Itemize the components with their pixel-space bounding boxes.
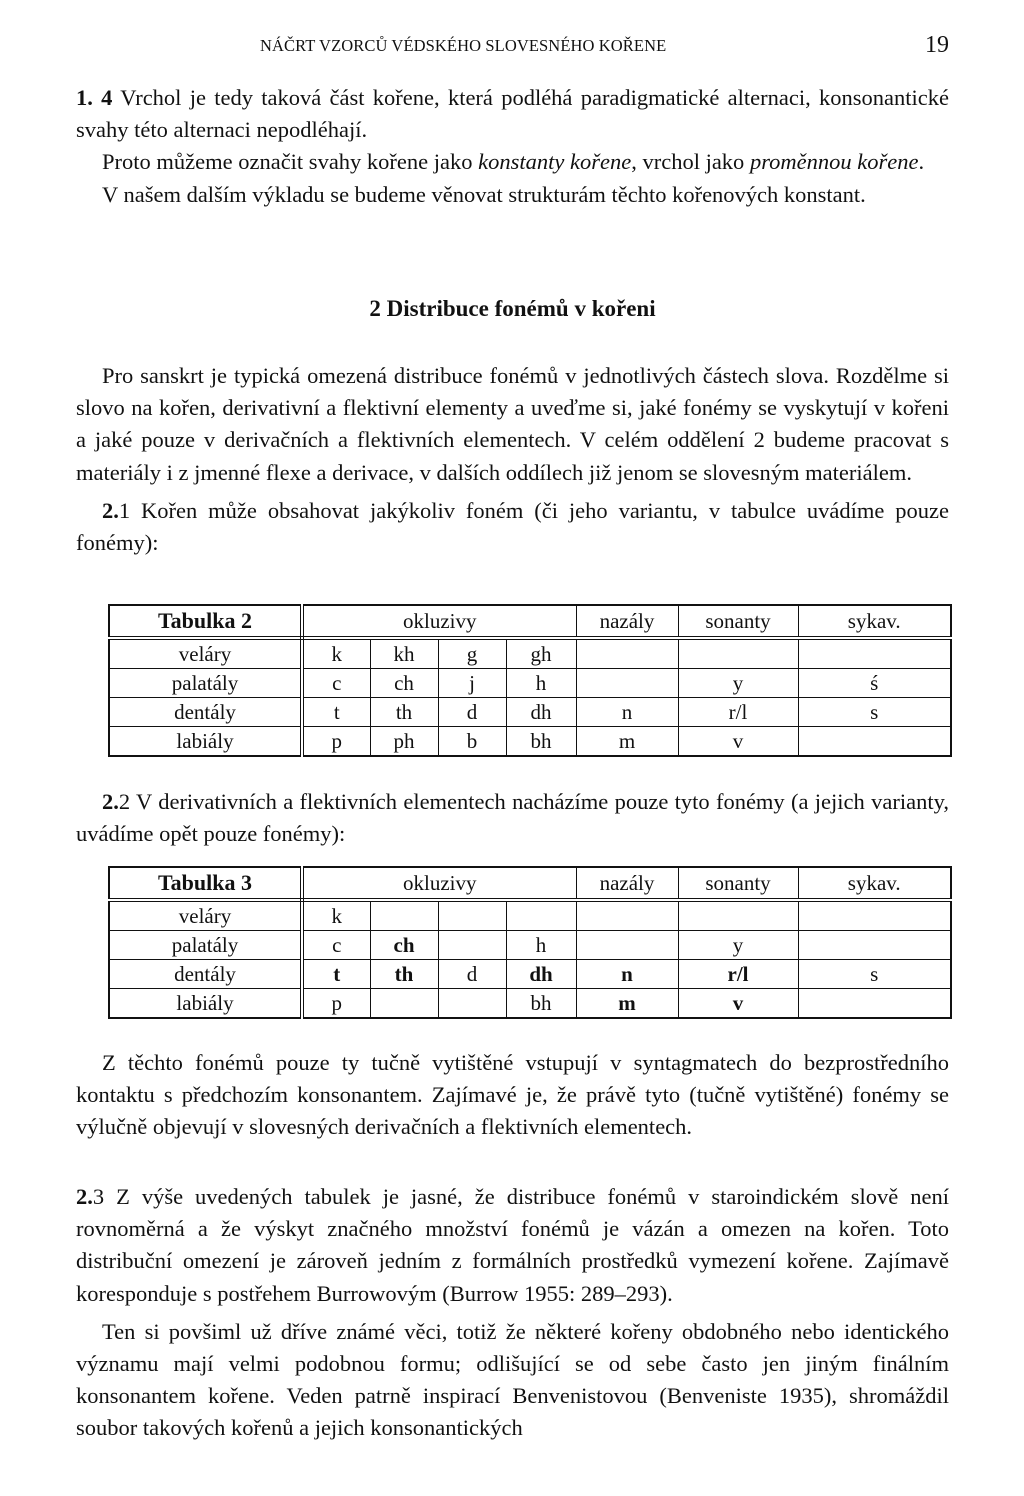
table-header-row xyxy=(109,605,951,638)
paragraph-sanskrit: Pro sanskrt je typická omezená distribuce fonémů v jednotlivých částech slova. Rozdělme si slovo na kořen, derivativní a flektivní elementy a uveďme si, jaké fonémy se vyskytují v kořeni a jaké pouze v derivačních a flektivních elementech. V celém oddělení 2 budeme pracovat s materiály i z jmenné flexe a derivace, v dalších oddílech již jenom se slovesným materiálem. xyxy=(76,363,949,485)
table-cell xyxy=(678,638,798,669)
table-cell xyxy=(576,638,678,669)
table-cell xyxy=(438,989,506,1019)
row-label: palatály xyxy=(109,669,302,698)
table-cell xyxy=(798,931,951,960)
table-cell: g xyxy=(438,638,506,669)
table-cell xyxy=(576,931,678,960)
table-row xyxy=(109,931,951,960)
block-2-3 xyxy=(76,1181,949,1445)
table-cell xyxy=(798,900,951,931)
paragraph-text: 3 Z výše uvedených tabulek je jasné, že distribuce fonémů v staroindickém slově není rovnoměrná a že výskyt značného množství fonémů je vázán a omezen na kořen. Toto distribuční omezení je zároveň jedním z formálních prostředků vymezení kořene. Zajímavě koresponduje s postřehem Burrowovým (Burrow 1955: 289–293). xyxy=(76,1184,949,1306)
text-run: . xyxy=(918,149,925,175)
paragraph-1-4 xyxy=(76,82,949,146)
table-cell-bold: dh xyxy=(506,960,576,989)
table-cell: s xyxy=(798,960,951,989)
column-sonanty: sonanty xyxy=(678,867,798,900)
table-cell: d xyxy=(438,960,506,989)
table-cell: k xyxy=(302,900,370,931)
table-cell: dh xyxy=(506,698,576,727)
table-cell: ch xyxy=(370,669,438,698)
table-caption: Tabulka 3 xyxy=(109,867,302,900)
table-cell: m xyxy=(576,727,678,757)
table-cell: kh xyxy=(370,638,438,669)
table-cell-bold: n xyxy=(576,960,678,989)
row-label: labiály xyxy=(109,727,302,757)
table-cell xyxy=(678,900,798,931)
paragraph-2-2 xyxy=(76,786,949,850)
running-title: NÁČRT VZORCŮ VÉDSKÉHO SLOVESNÉHO KOŘENE xyxy=(260,36,667,55)
table-cell: gh xyxy=(506,638,576,669)
table-cell: v xyxy=(678,727,798,757)
table-cell: bh xyxy=(506,989,576,1019)
block-bold-note xyxy=(76,1047,949,1144)
distribution-block xyxy=(76,360,949,559)
table-cell: t xyxy=(302,698,370,727)
table-row xyxy=(109,727,951,757)
page-number: 19 xyxy=(925,32,949,58)
paragraph-2-3 xyxy=(76,1181,949,1310)
table-cell-bold: r/l xyxy=(678,960,798,989)
table-cell: b xyxy=(438,727,506,757)
table-cell-bold: v xyxy=(678,989,798,1019)
column-sonanty: sonanty xyxy=(678,605,798,638)
table-cell: n xyxy=(576,698,678,727)
table-caption: Tabulka 2 xyxy=(109,605,302,638)
column-sykavy: sykav. xyxy=(798,867,951,900)
table-cell xyxy=(576,669,678,698)
running-head xyxy=(76,32,949,66)
column-sykavy: sykav. xyxy=(798,605,951,638)
row-label: veláry xyxy=(109,638,302,669)
paragraph-constants xyxy=(76,146,949,178)
column-group-okluzivy: okluzivy xyxy=(302,605,576,638)
block-2-2 xyxy=(76,786,949,850)
text-run: Proto můžeme označit svahy kořene jako xyxy=(102,149,479,175)
section-number: 2. xyxy=(102,497,119,523)
section-heading: 2 Distribuce fonémů v kořeni xyxy=(369,296,656,321)
table-cell xyxy=(370,989,438,1019)
table-cell: d xyxy=(438,698,506,727)
paragraph-next: V našem dalším výkladu se budeme věnovat strukturám těchto kořenových konstant. xyxy=(102,181,866,207)
paragraph-2-1 xyxy=(76,495,949,559)
intro-block xyxy=(76,82,949,211)
row-label: labiály xyxy=(109,989,302,1019)
table-cell: s xyxy=(798,698,951,727)
table-cell: h xyxy=(506,669,576,698)
column-group-okluzivy: okluzivy xyxy=(302,867,576,900)
table-cell: c xyxy=(302,931,370,960)
table-cell: p xyxy=(302,727,370,757)
table-cell xyxy=(798,727,951,757)
row-label: veláry xyxy=(109,900,302,931)
table-3 xyxy=(108,866,952,1019)
table-cell: ś xyxy=(798,669,951,698)
table-cell: h xyxy=(506,931,576,960)
row-label: dentály xyxy=(109,960,302,989)
table-row xyxy=(109,900,951,931)
paragraph-text: 1 Kořen může obsahovat jakýkoliv foném (či jeho variantu, v tabulce uvádíme pouze fonémy): xyxy=(76,497,949,556)
table-2 xyxy=(108,604,952,757)
table-cell xyxy=(798,638,951,669)
table-cell-bold: t xyxy=(302,960,370,989)
section-number: 2. xyxy=(102,789,119,814)
table-row xyxy=(109,960,951,989)
table-cell xyxy=(438,900,506,931)
term-promenna: proměnnou kořene xyxy=(749,149,919,175)
table-cell: y xyxy=(678,931,798,960)
table-cell: r/l xyxy=(678,698,798,727)
table-row xyxy=(109,669,951,698)
paragraph-text: Vrchol je tedy taková část kořene, která podléhá paradigmatické alternaci, konsonantické svahy této alternaci nepodléhají. xyxy=(76,85,950,143)
table-cell: ph xyxy=(370,727,438,757)
column-nazaly: nazály xyxy=(576,605,678,638)
table-header-row xyxy=(109,867,951,900)
table-cell: bh xyxy=(506,727,576,757)
table-cell xyxy=(506,900,576,931)
section-number: 1. 4 xyxy=(76,85,113,110)
term-konstanty: konstanty kořene xyxy=(478,149,632,175)
section-number: 2. xyxy=(76,1184,93,1209)
table-cell-bold: m xyxy=(576,989,678,1019)
table-cell: k xyxy=(302,638,370,669)
table-cell xyxy=(798,989,951,1019)
row-label: palatály xyxy=(109,931,302,960)
paragraph-burrow: Ten si povšiml už dříve známé věci, totiž že některé kořeny obdobného nebo identického významu mají velmi podobnou formu; odlišující se od sebe často jen jiným finálním konsonantem kořene. Veden patrně inspirací Benvenistovou (Benveniste 1935), shromáždil soubor takových kořenů a jejich konsonantických xyxy=(76,1318,949,1441)
table-cell-bold: ch xyxy=(370,931,438,960)
table-row xyxy=(109,638,951,669)
table-cell: p xyxy=(302,989,370,1019)
paragraph-bold-phonemes: Z těchto fonémů pouze ty tučně vytištěné vstupují v syntagmatech do bezprostředního kontaktu s předchozím konsonantem. Zajímavé je, že právě tyto (tučně vytištěné) fonémy se výlučně objevují v slovesných derivačních a flektivních elementech. xyxy=(76,1050,949,1140)
table-cell: y xyxy=(678,669,798,698)
table-row xyxy=(109,698,951,727)
table-cell: j xyxy=(438,669,506,698)
paragraph-text: 2 V derivativních a flektivních elementech nacházíme pouze tyto fonémy (a jejich varianty, uvádíme opět pouze fonémy): xyxy=(76,789,949,847)
column-nazaly: nazály xyxy=(576,867,678,900)
text-run: , vrchol jako xyxy=(631,149,750,175)
table-cell: th xyxy=(370,698,438,727)
table-cell xyxy=(576,900,678,931)
table-cell-bold: th xyxy=(370,960,438,989)
table-cell xyxy=(370,900,438,931)
table-cell: c xyxy=(302,669,370,698)
row-label: dentály xyxy=(109,698,302,727)
table-cell xyxy=(438,931,506,960)
table-row xyxy=(109,989,951,1019)
